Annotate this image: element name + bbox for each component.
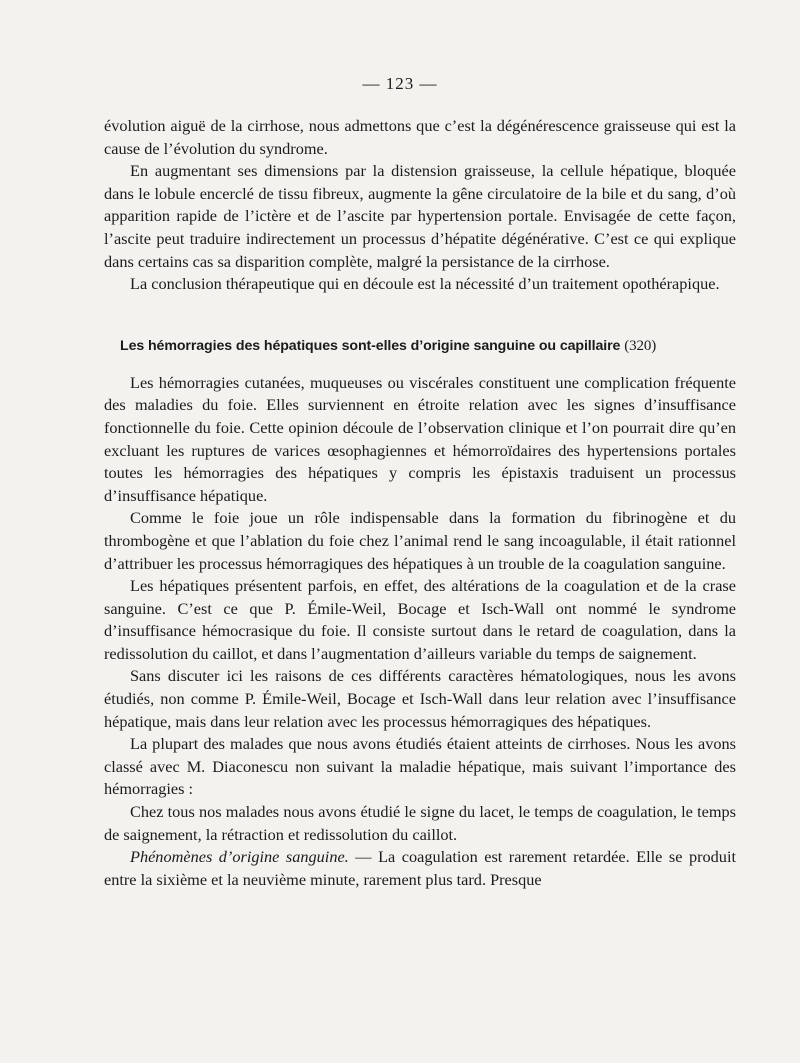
paragraph-lead: Phénomènes d’origine sanguine. xyxy=(130,847,349,867)
paragraph: Chez tous nos malades nous avons étudié le signe du lacet, le temps de coagulation, le temps de saignement, la rétraction et redissolution du caillot. xyxy=(104,802,736,844)
paragraph: Les hépatiques présentent parfois, en effet, des altérations de la coagulation et de la crase sanguine. C’est ce que P. Émile-Weil, Bocage et Isch-Wall ont nommé le syndrome d’insuffisance hémocrasique du foie. Il consiste surtout dans le retard de coagulation, dans la redissolution du caillot, et dans l’augmentation d’ailleurs variable du temps de saignement. xyxy=(104,576,736,663)
paragraph: évolution aiguë de la cirrhose, nous admettons que c’est la dégénérescence graisseuse qui est la cause de l’évolution du syndrome. xyxy=(104,116,736,158)
paragraph xyxy=(104,846,736,891)
paragraph: Comme le foie joue un rôle indispensable dans la formation du fibrinogène et du thrombogène et que l’ablation du foie chez l’animal rend le sang incoagulable, il était rationnel d’attribuer les processus hémorragiques des hépatiques à un trouble de la coagulation sanguine. xyxy=(104,508,736,573)
paragraph: La conclusion thérapeutique qui en découle est la nécessité d’un traitement opothérapique. xyxy=(130,274,720,294)
page-number: — 123 — xyxy=(362,74,438,93)
section-title: Les hémorragies des hépatiques sont-elles d’origine sanguine ou capillaire xyxy=(120,337,621,354)
paragraph-text: — La coagulation est rarement retardée. Elle se produit entre la sixième et la neuvième minute, rarement plus tard. Presque xyxy=(104,847,736,889)
section-reference: (320) xyxy=(624,337,657,354)
paragraph: Les hémorragies cutanées, muqueuses ou viscérales constituent une complication fréquente des maladies du foie. Elles surviennent en étroite relation avec les signes d’insuffisance fonctionnelle du foie. Cette opinion découle de l’observation clinique et l’on pourrait dire qu’en excluant les ruptures de varices œsophagiennes et hémorroïdaires des hypertensions portales toutes les hémorragies des hépatiques y compris les épistaxis traduisent un processus d’insuffisance hépatique. xyxy=(104,372,736,505)
page-body xyxy=(104,115,736,891)
paragraph: Sans discuter ici les raisons de ces différents caractères hématologiques, nous les avons étudiés, non comme P. Émile-Weil, Bocage et Isch-Wall dans leur relation avec l’insuffisance hépatique, mais dans leur relation avec les processus hémorragiques des hépatiques. xyxy=(104,666,736,731)
paragraph: La plupart des malades que nous avons étudiés étaient atteints de cirrhoses. Nous les avons classé avec M. Diaconescu non suivant la maladie hépatique, mais suivant l’importance des hémorragies : xyxy=(104,734,736,799)
paragraph: En augmentant ses dimensions par la distension graisseuse, la cellule hépatique, bloquée dans le lobule encerclé de tissu fibreux, augmente la gêne circulatoire de la bile et du sang, d’où apparition rapide de l’ictère et de l’ascite par hypertension portale. Envisagée de cette façon, l’ascite peut traduire indirectement un processus d’hépatite dégénérative. C’est ce qui explique dans certains cas sa disparition complète, malgré la persistance de la cirrhose. xyxy=(104,161,736,271)
section-heading xyxy=(120,336,736,356)
